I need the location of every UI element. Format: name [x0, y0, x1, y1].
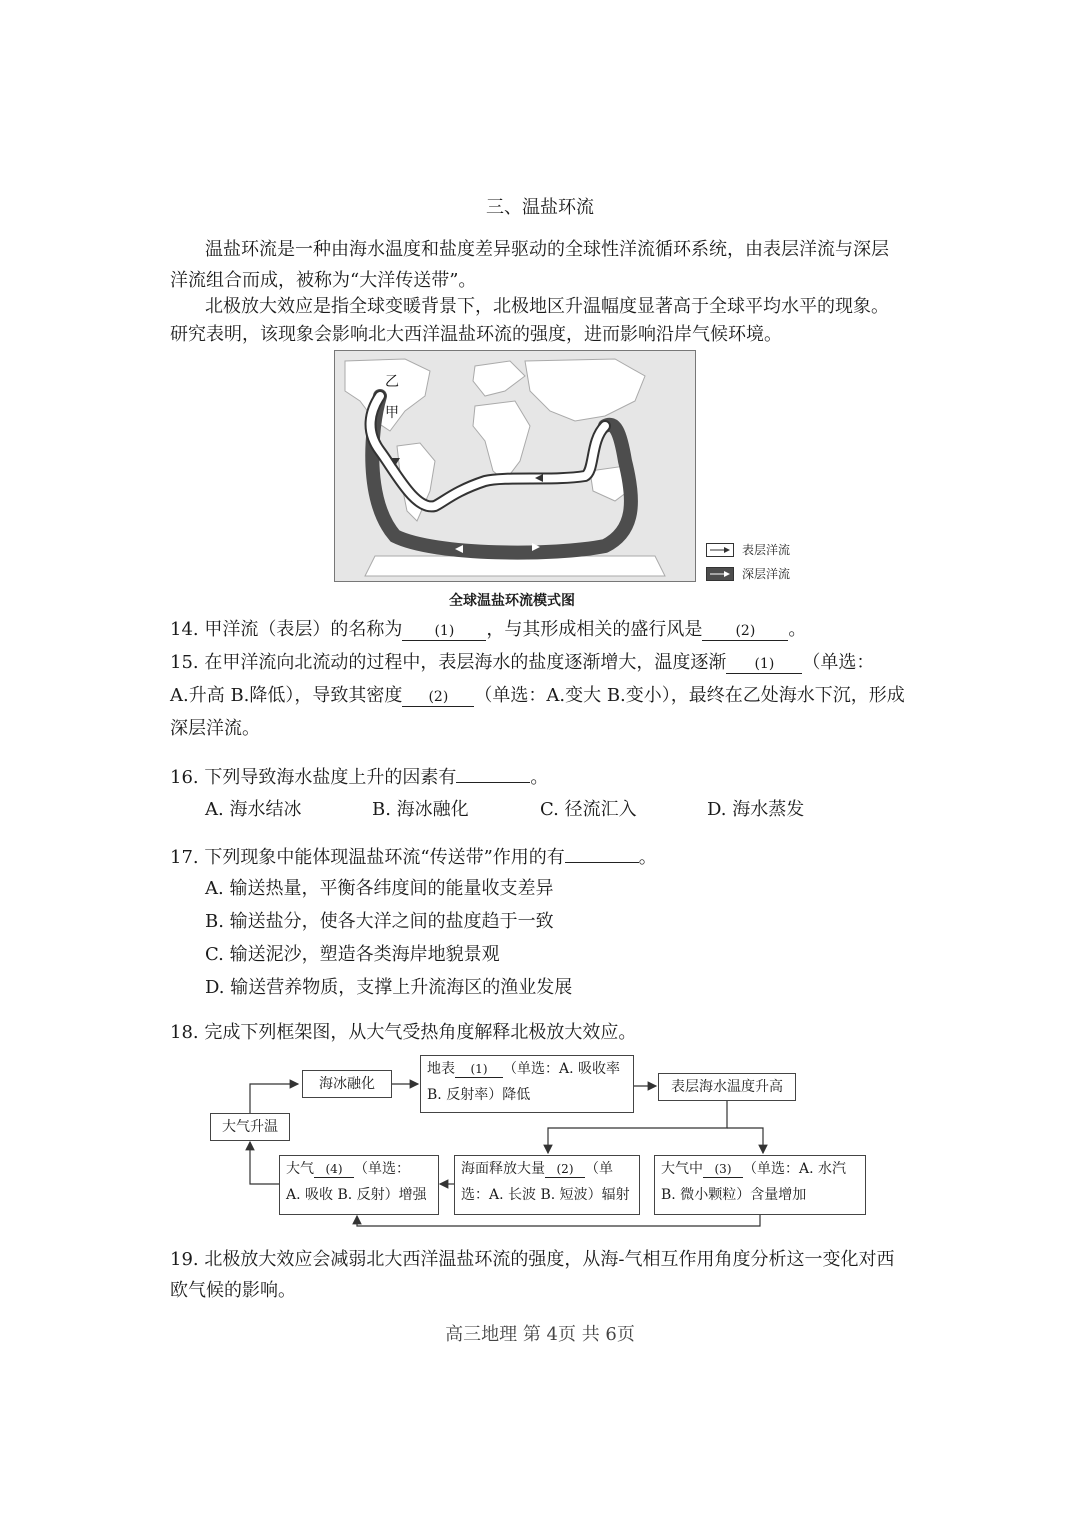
q17-option-d[interactable]: D. 输送营养物质，支撑上升流海区的渔业发展: [205, 977, 573, 998]
question-19-line-1: [170, 1247, 894, 1273]
q15-line2-a: A.升高 B.降低），导致其密度: [170, 685, 403, 706]
q18-text: 完成下列框架图，从大气受热角度解释北极放大效应。: [204, 1022, 637, 1043]
box-surface-text-c: B. 反射率）降低: [427, 1087, 531, 1103]
box-atm4-text-a: 大气: [286, 1161, 314, 1177]
page-footer: 高三地理 第 4页 共 6页: [445, 1324, 635, 1345]
box-surface-albedo: [420, 1055, 634, 1113]
q19-line1: 北极放大效应会减弱北大西洋温盐环流的强度，从海-气相互作用角度分析这一变化对西: [204, 1249, 895, 1270]
map-caption: 全球温盐环流模式图: [449, 593, 575, 609]
box-release-text-a: 海面释放大量: [461, 1161, 545, 1177]
intro-paragraph-2-line-1: 北极放大效应是指全球变暖背景下，北极地区升温幅度显著高于全球平均水平的现象。: [205, 296, 889, 317]
box-sea-surface-temp-rise: 表层海水温度升高: [658, 1073, 796, 1101]
legend-deep-label: 深层洋流: [742, 567, 791, 581]
box-release-text-b: （单: [585, 1161, 613, 1177]
q15-line1-a: 在甲洋流向北流动的过程中，表层海水的盐度逐渐增大，温度逐渐: [204, 652, 727, 673]
q15-blank-2[interactable]: (2): [402, 688, 474, 707]
arrow-atm4-to-warm: [250, 1142, 279, 1184]
q15-blank-1[interactable]: (1): [726, 655, 802, 674]
q15-line1-b: （单选：: [802, 652, 875, 673]
q16-option-d[interactable]: D. 海水蒸发: [707, 799, 805, 820]
q17-text: 下列现象中能体现温盐环流“传送带”作用的有: [204, 847, 565, 868]
q17-number: 17.: [170, 847, 199, 868]
box-atm3-text-a: 大气中: [661, 1161, 703, 1177]
intro-paragraph-1-line-2: 洋流组合而成，被称为“大洋传送带”。: [170, 270, 477, 291]
box-release-blank-2[interactable]: (2): [545, 1161, 585, 1178]
box-surface-text-a: 地表: [427, 1061, 455, 1077]
label-jia: 甲: [385, 405, 399, 421]
q17-option-c[interactable]: C. 输送泥沙，塑造各类海岸地貌景观: [205, 944, 500, 965]
box-atm4-blank-4[interactable]: (4): [314, 1161, 354, 1178]
intro-paragraph-2-line-2: 研究表明，该现象会影响北大西洋温盐环流的强度，进而影响沿岸气候环境。: [170, 324, 782, 345]
q17-option-a[interactable]: A. 输送热量，平衡各纬度间的能量收支差异: [205, 878, 554, 899]
box-release-text-c: 选：A. 长波 B. 短波）辐射: [461, 1187, 630, 1203]
q14-blank-1[interactable]: (1): [402, 622, 486, 641]
box-atm4-text-c: A. 吸收 B. 反射）增强: [286, 1187, 427, 1203]
q15-line2-b: （单选：A.变大 B.变小），最终在乙处海水下沉，形成: [474, 685, 905, 706]
q19-number: 19.: [170, 1249, 199, 1270]
arrow-warm-to-ice: [250, 1084, 298, 1113]
arrow-atm3-to-atm4: [357, 1214, 760, 1226]
q14-blank-2[interactable]: (2): [702, 622, 788, 641]
q16-option-c[interactable]: C. 径流汇入: [540, 799, 637, 820]
box-atmosphere-warming: 大气升温: [210, 1113, 290, 1141]
q14-text-c: 。: [788, 619, 807, 640]
box-atmosphere-water-vapor: [654, 1155, 866, 1215]
question-15-line-3: 深层洋流。: [170, 718, 260, 739]
q15-number: 15.: [170, 652, 199, 673]
box-atm3-text-b: （单选：A. 水汽: [743, 1161, 847, 1177]
q16-end: 。: [530, 767, 549, 788]
box-atm4-text-b: （单选：: [354, 1161, 410, 1177]
box-surface-text-b: （单选：A. 吸收率: [503, 1061, 621, 1077]
box-atmosphere-absorption: [279, 1155, 439, 1215]
label-yi: 乙: [385, 374, 399, 390]
q17-option-b[interactable]: B. 输送盐分，使各大洋之间的盐度趋于一致: [205, 911, 554, 932]
box-sea-radiation-release: [454, 1155, 640, 1215]
box-atm3-blank-3[interactable]: (3): [703, 1161, 743, 1178]
arrow-seatemp-to-atm3: [727, 1128, 763, 1153]
box-atm3-text-c: B. 微小颗粒）含量增加: [661, 1187, 807, 1203]
q14-text-b: ，与其形成相关的盛行风是: [486, 619, 703, 640]
q16-text: 下列导致海水盐度上升的因素有: [204, 767, 457, 788]
q16-option-b[interactable]: B. 海冰融化: [372, 799, 469, 820]
q16-number: 16.: [170, 767, 199, 788]
q14-text-a: 甲洋流（表层）的名称为: [204, 619, 403, 640]
q17-end: 。: [638, 847, 657, 868]
q16-option-a[interactable]: A. 海水结冰: [205, 799, 302, 820]
q18-number: 18.: [170, 1022, 199, 1043]
section-title: 三、温盐环流: [486, 197, 594, 218]
legend-surface-label: 表层洋流: [742, 543, 791, 557]
intro-paragraph-1-line-1: 温盐环流是一种由海水温度和盐度差异驱动的全球性洋流循环系统，由表层洋流与深层: [205, 239, 889, 260]
box-sea-ice-melting: 海冰融化: [302, 1070, 392, 1098]
q14-number: 14.: [170, 619, 199, 640]
box-surface-blank-1[interactable]: (1): [455, 1061, 503, 1078]
question-19-line-2: 欧气候的影响。: [170, 1280, 296, 1301]
